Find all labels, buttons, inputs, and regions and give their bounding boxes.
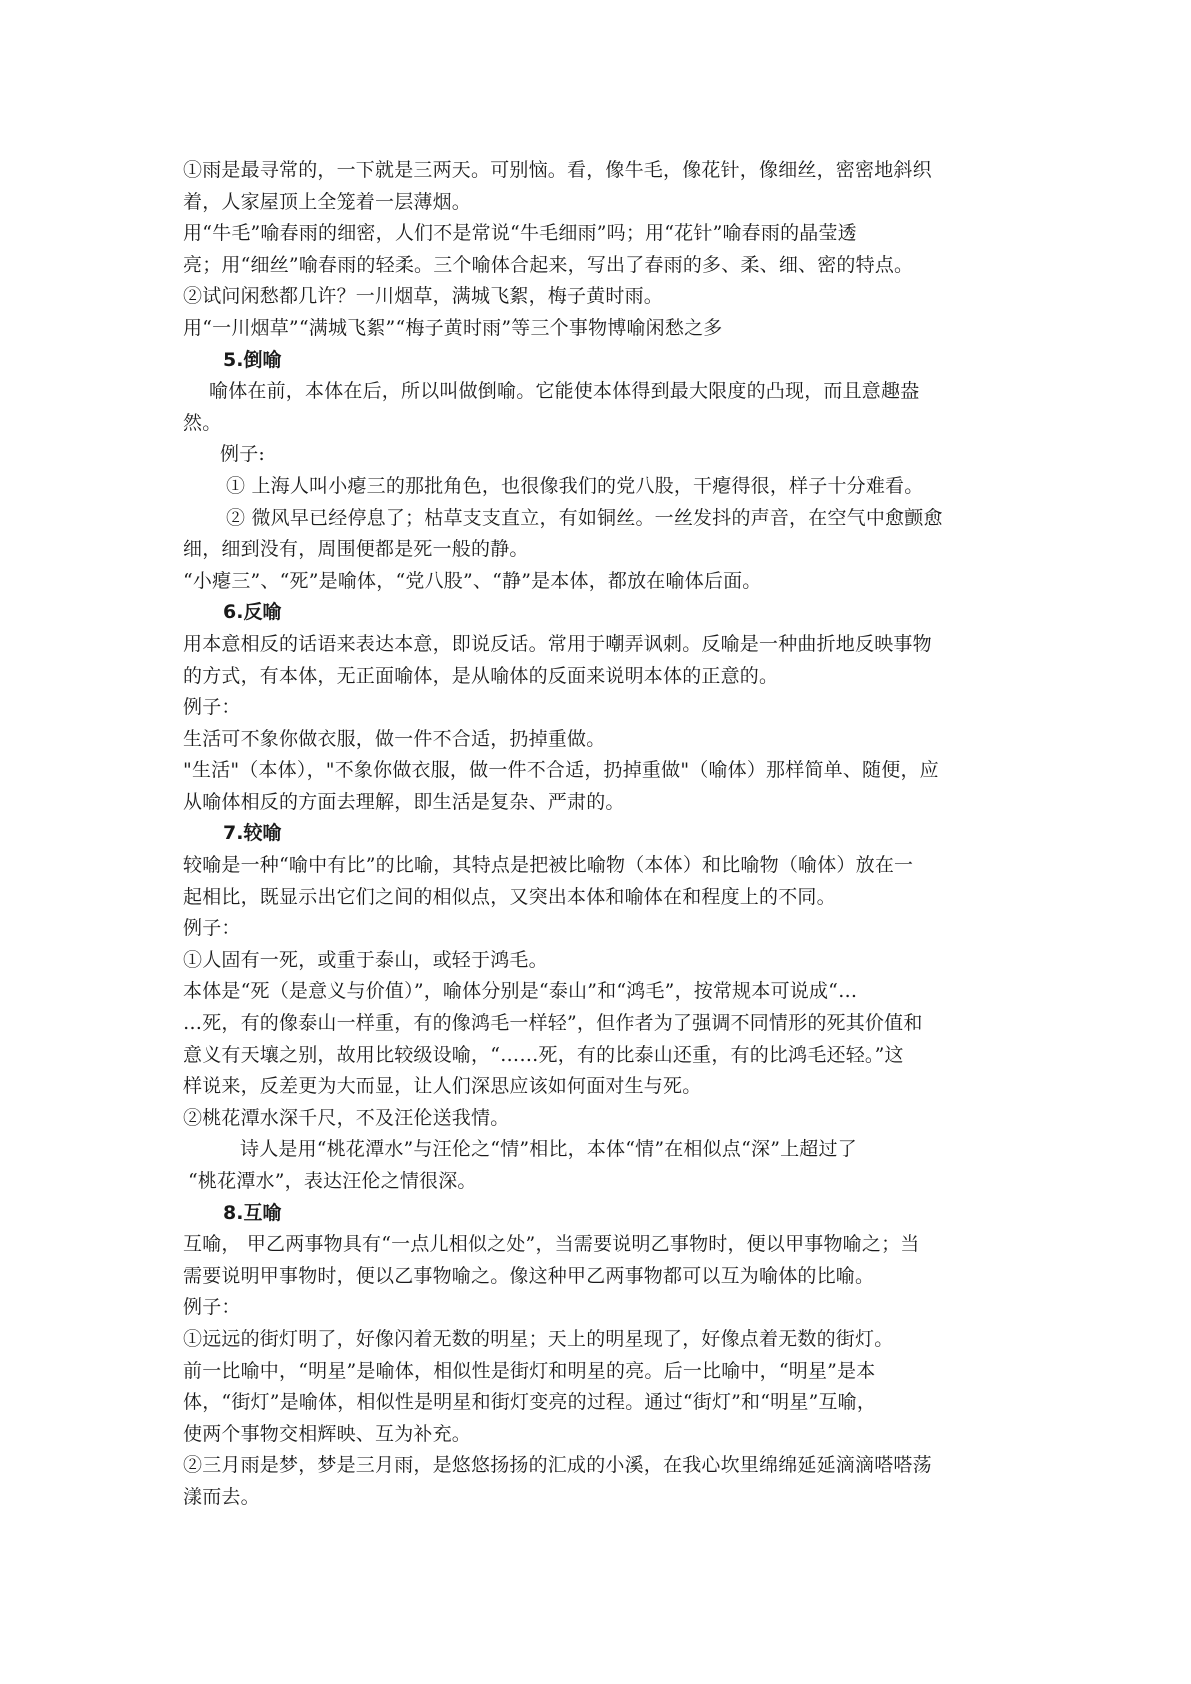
text-line: “桃花潭水”，表达汪伦之情很深。 xyxy=(188,1170,477,1192)
text-line: 从喻体相反的方面去理解，即生活是复杂、严肃的。 xyxy=(183,790,625,813)
text-line: ①雨是最寻常的，一下就是三两天。可别恼。看，像牛毛，像花针，像细丝，密密地斜织 xyxy=(183,159,932,181)
text-line: 样说来，反差更为大而显，让人们深思应该如何面对生与死。 xyxy=(183,1075,702,1098)
text-line: 用“牛毛”喻春雨的细密，人们不是常说“牛毛细雨”吗；用“花针”喻春雨的晶莹透 xyxy=(183,222,857,245)
text-line: 较喻是一种“喻中有比”的比喻，其特点是把被比喻物（本体）和比喻物（喻体）放在一 xyxy=(183,854,914,877)
text-line: 漾而去。 xyxy=(183,1485,260,1508)
text-line: 细，细到没有，周围便都是死一般的静。 xyxy=(183,538,529,561)
text-line: ②三月雨是梦，梦是三月雨，是悠悠扬扬的汇成的小溪，在我心坎里绵绵延延滴滴嗒嗒荡 xyxy=(183,1454,932,1477)
text-line: ②试问闲愁都几许？一川烟草，满城飞絮，梅子黄时雨。 xyxy=(183,285,664,308)
text-line: 互喻， 甲乙两事物具有“一点儿相似之处”，当需要说明乙事物时，便以甲事物喻之；当 xyxy=(183,1233,920,1256)
text-line: ①人固有一死，或重于泰山，或轻于鸿毛。 xyxy=(183,948,548,971)
text-line: ②桃花潭水深千尺，不及汪伦送我情。 xyxy=(183,1106,510,1129)
text-line: ① 上海人叫小瘪三的那批角色，也很像我们的党八股，干瘪得很，样子十分难看。 xyxy=(226,474,924,497)
text-line: 例子： xyxy=(183,917,241,940)
text-line: 诗人是用“桃花潭水”与汪伦之“情”相比，本体“情”在相似点“深”上超过了 xyxy=(240,1138,857,1161)
text-line: 例子： xyxy=(183,1296,241,1319)
text-line: 本体是“死（是意义与价值）”，喻体分别是“泰山”和“鸿毛”，按常规本可说成“… xyxy=(183,980,858,1003)
section-heading: 7.较喻 xyxy=(223,822,282,845)
text-line: 亮；用“细丝”喻春雨的轻柔。三个喻体合起来，写出了春雨的多、柔、细、密的特点。 xyxy=(183,253,914,276)
text-line: ①远远的街灯明了，好像闪着无数的明星；天上的明星现了，好像点着无数的街灯。 xyxy=(183,1327,894,1350)
document-body xyxy=(183,155,1013,1514)
text-line: 例子: xyxy=(220,443,266,466)
text-line: 喻体在前，本体在后，所以叫做倒喻。它能使本体得到最大限度的凸现，而且意趣盎 xyxy=(209,380,920,403)
text-line: 的方式，有本体，无正面喻体，是从喻体的反面来说明本体的正意的。 xyxy=(183,664,779,687)
section-heading: 6.反喻 xyxy=(223,601,282,624)
text-line: 例子： xyxy=(183,696,241,719)
text-line: 用本意相反的话语来表达本意，即说反话。常用于嘲弄讽刺。反喻是一种曲折地反映事物 xyxy=(183,632,932,655)
text-line: 使两个事物交相辉映、互为补充。 xyxy=(183,1422,472,1445)
text-line: ② 微风早已经停息了；枯草支支直立，有如铜丝。一丝发抖的声音，在空气中愈颤愈 xyxy=(226,506,943,529)
text-line: "生活"（本体），"不象你做衣服，做一件不合适，扔掉重做"（喻体）那样简单、随便，应 xyxy=(183,759,939,782)
text-line: 体，“街灯”是喻体，相似性是明星和街灯变亮的过程。通过“街灯”和“明星”互喻， xyxy=(183,1391,877,1414)
text-line: “小瘪三”、“死”是喻体，“党八股”、“静”是本体，都放在喻体后面。 xyxy=(183,569,762,592)
text-line: 前一比喻中，“明星”是喻体，相似性是街灯和明星的亮。后一比喻中，“明星”是本 xyxy=(183,1359,876,1382)
text-line: 着，人家屋顶上全笼着一层薄烟。 xyxy=(183,190,472,213)
text-line: 然。 xyxy=(183,411,222,434)
text-line: 意义有天壤之别，故用比较级设喻，“……死，有的比泰山还重，有的比鸿毛还轻。”这 xyxy=(183,1043,904,1066)
text-line: 用“一川烟草”“满城飞絮”“梅子黄时雨”等三个事物博喻闲愁之多 xyxy=(183,316,723,339)
section-heading: 5.倒喻 xyxy=(223,348,282,371)
text-line: 生活可不象你做衣服，做一件不合适，扔掉重做。 xyxy=(183,727,606,750)
text-line: 需要说明甲事物时，便以乙事物喻之。像这种甲乙两事物都可以互为喻体的比喻。 xyxy=(183,1264,875,1287)
text-line: 起相比，既显示出它们之间的相似点，又突出本体和喻体在和程度上的不同。 xyxy=(183,885,836,908)
text-line: …死，有的像泰山一样重，有的像鸿毛一样轻”，但作者为了强调不同情形的死其价值和 xyxy=(183,1012,923,1035)
section-heading: 8.互喻 xyxy=(223,1201,282,1224)
